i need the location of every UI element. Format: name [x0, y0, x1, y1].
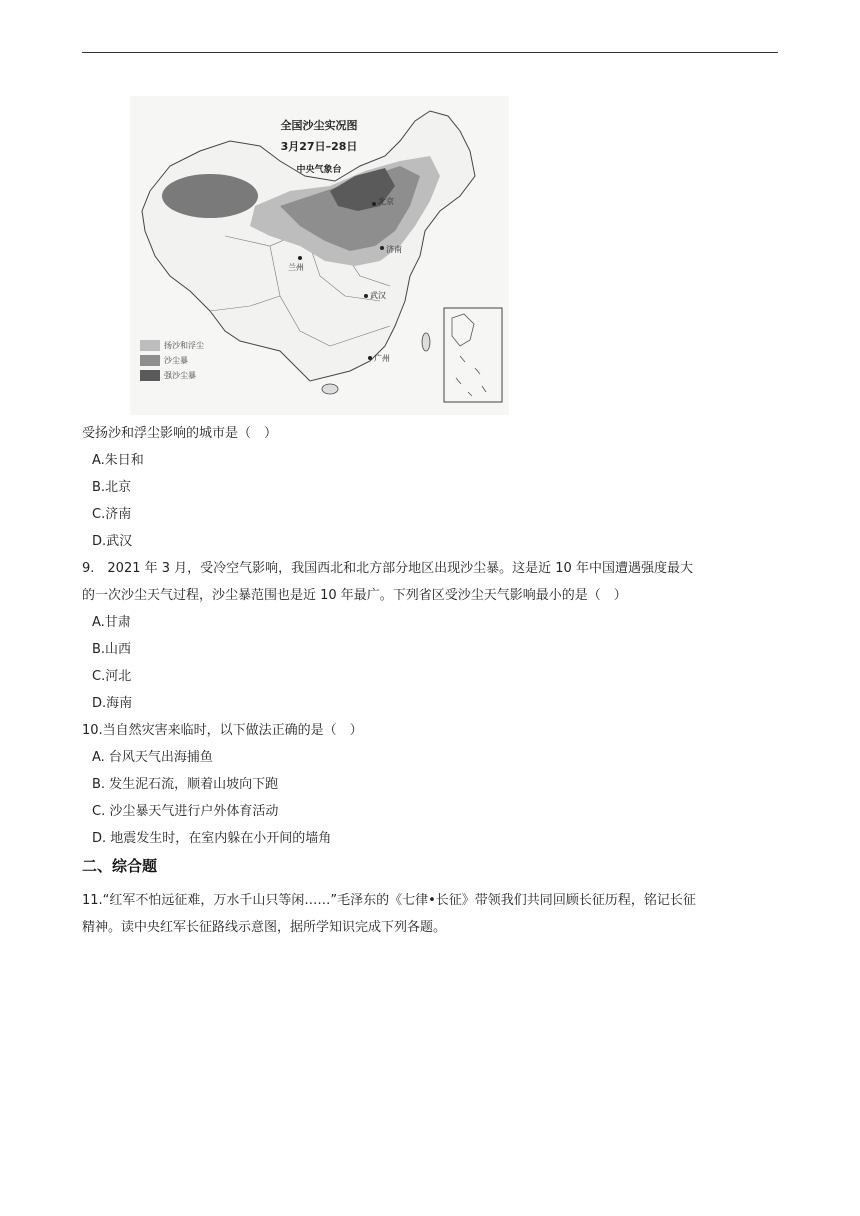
city-wuhan: 武汉: [370, 291, 386, 300]
south-china-sea-inset: [444, 308, 502, 402]
legend-label: 强沙尘暴: [164, 371, 196, 380]
q8-option-d[interactable]: D.武汉: [92, 534, 133, 549]
dust-region-west: [162, 174, 258, 218]
legend-item-sandstorm: [140, 354, 188, 367]
city-lanzhou: 兰州: [288, 263, 304, 272]
q8-stem: 受扬沙和浮尘影响的城市是（ ）: [82, 426, 278, 441]
q9-option-d[interactable]: D.海南: [92, 696, 133, 711]
legend-label: 扬沙和浮尘: [164, 341, 204, 350]
q9-stem-line1: 9. 2021 年 3 月，受冷空气影响，我国西北和北方部分地区出现沙尘暴。这是近 10 年中国遭遇强度最大: [82, 561, 693, 576]
map-date: 3月27日–28日: [280, 140, 358, 153]
city-jinan: 济南: [386, 245, 402, 254]
q8-option-b[interactable]: B.北京: [92, 480, 132, 495]
q11-stem-line1: 11.“红军不怕远征难，万水千山只等闲……”毛泽东的《七律•长征》带领我们共同回顾长征历程，铭记长征: [82, 893, 696, 908]
q10-option-a[interactable]: A. 台风天气出海捕鱼: [92, 750, 213, 765]
q8-option-a[interactable]: A.朱日和: [92, 453, 144, 468]
q9-stem-line2: 的一次沙尘天气过程，沙尘暴范围也是近 10 年最广。下列省区受沙尘天气影响最小的是（ ）: [82, 588, 627, 603]
q10-stem: 10.当自然灾害来临时，以下做法正确的是（ ）: [82, 723, 363, 738]
legend-item-strong-sandstorm: [140, 369, 196, 382]
q9-option-a[interactable]: A.甘肃: [92, 615, 131, 630]
legend-swatch-strong: [140, 370, 160, 381]
legend-swatch-light: [140, 340, 160, 351]
header-rule: [82, 52, 778, 53]
map-source: 中央气象台: [296, 165, 342, 175]
q11-stem-line2: 精神。读中央红军长征路线示意图，据所学知识完成下列各题。: [82, 920, 447, 935]
map-title: 全国沙尘实况图: [280, 119, 358, 132]
q9-option-c[interactable]: C.河北: [92, 669, 132, 684]
q10-option-b[interactable]: B. 发生泥石流，顺着山坡向下跑: [92, 777, 279, 792]
q8-option-c[interactable]: C.济南: [92, 507, 132, 522]
city-guangzhou: 广州: [374, 354, 390, 363]
section-heading: 二、综合题: [82, 857, 158, 875]
q10-option-c[interactable]: C. 沙尘暴天气进行户外体育活动: [92, 804, 279, 819]
city-beijing: 北京: [378, 197, 394, 206]
dust-weather-map: [130, 96, 509, 415]
legend-swatch-mid: [140, 355, 160, 366]
q10-option-d[interactable]: D. 地震发生时，在室内躲在小开间的墙角: [92, 831, 332, 846]
legend-label: 沙尘暴: [164, 356, 188, 365]
legend-item-dust-floating: [140, 339, 204, 352]
q9-option-b[interactable]: B.山西: [92, 642, 132, 657]
